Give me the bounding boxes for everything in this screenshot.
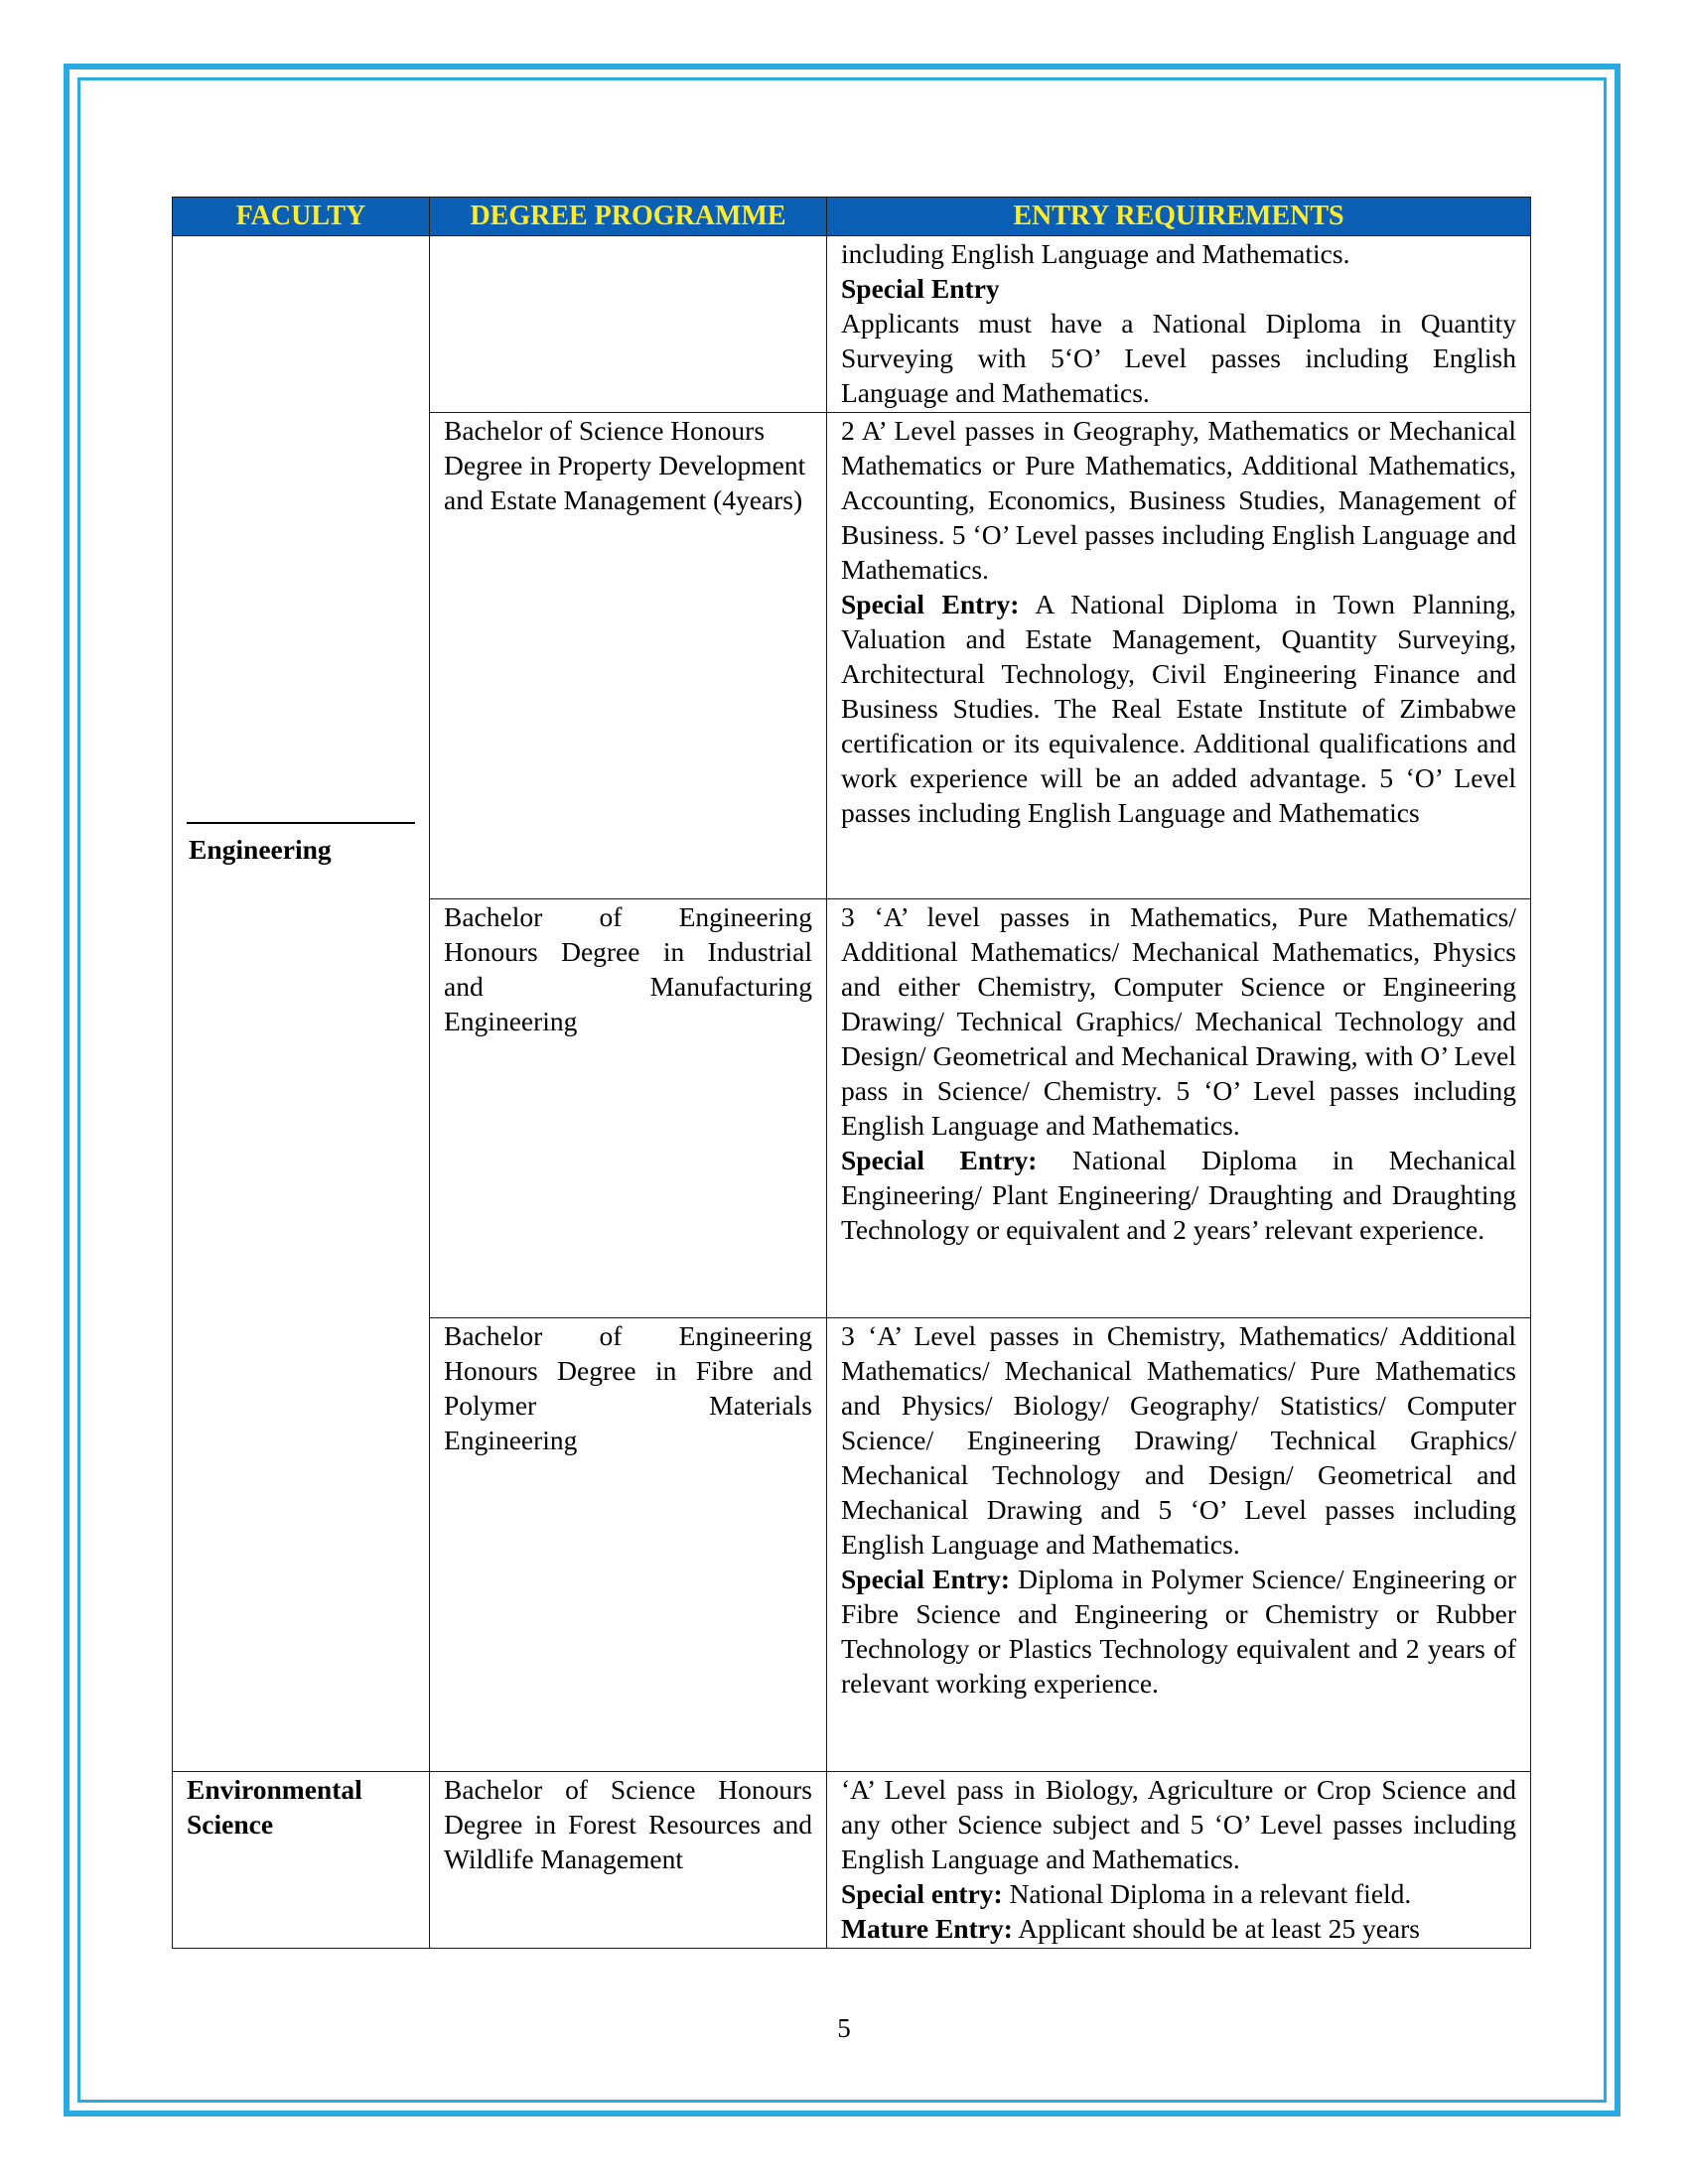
- requirement-text: 2 A’ Level passes in Geography, Mathematics or Mechanical Mathematics or Pure Mathematics, Additional Mathematics, Accounting, Economics, Business Studies, Management of Business. 5 ‘O’ Level passes including English Language and Mathematics.: [841, 415, 1516, 585]
- special-entry-text: National Diploma in a relevant field.: [1002, 1878, 1412, 1909]
- faculty-label-line1: Environmental: [187, 1774, 362, 1805]
- special-entry-text: Applicants must have a National Diploma in Quantity Surveying with 5‘O’ Level passes including English Language and Mathematics.: [841, 308, 1516, 408]
- programme-line: Honours Degree in Fibre and: [444, 1355, 812, 1386]
- programme-line: Engineering: [444, 1425, 578, 1455]
- page-number: 5: [837, 2013, 851, 2043]
- special-entry-text: A National Diploma in Town Planning, Valuation and Estate Management, Quantity Surveying, Architectural Technology, Civil Engineering Finance and Business Studies. The Real Estate Institute of Zimbabwe certification or its equivalence. Additional qualifications and work experience will be an added advantage. 5 ‘O’ Level passes including English Language and Mathematics: [841, 589, 1516, 828]
- programme-cell: [430, 1318, 827, 1772]
- faculty-label-line2: Science: [187, 1809, 274, 1840]
- special-entry-heading: Special Entry:: [841, 1564, 1011, 1594]
- header-degree-programme: DEGREE PROGRAMME: [430, 198, 827, 236]
- requirements-cell: [827, 236, 1531, 413]
- mature-entry-text: Applicant should be at least 25 years: [1012, 1913, 1420, 1944]
- special-entry-text: Diploma in Polymer Science/ Engineering or Fibre Science and Engineering or Chemistry or Rubber Technology or Plastics Technology equivalent and 2 years of relevant working experience.: [841, 1564, 1516, 1699]
- header-entry-requirements: ENTRY REQUIREMENTS: [827, 198, 1531, 236]
- programme-cell: [430, 899, 827, 1318]
- special-entry-heading: Special Entry: [841, 273, 1000, 304]
- requirement-text: 3 ‘A’ Level passes in Chemistry, Mathematics/ Additional Mathematics/ Mechanical Mathematics/ Pure Mathematics and Physics/ Biology/ Geography/ Statistics/ Computer Science/ Engineering Drawing/ Technical Graphics/ Mechanical Technology and Design/ Geometrical and Mechanical Drawing and 5 ‘O’ Level passes including English Language and Mathematics.: [841, 1320, 1516, 1560]
- programme-line: Bachelor of Engineering: [444, 901, 812, 932]
- faculty-divider-line: [187, 822, 415, 824]
- requirements-cell: [827, 1318, 1531, 1772]
- faculty-cell-engineering: [173, 236, 430, 1772]
- requirements-cell: [827, 413, 1531, 899]
- table-header-row: [173, 198, 1531, 236]
- special-entry-heading: Special entry:: [841, 1878, 1003, 1909]
- faculty-label: Engineering: [189, 834, 332, 865]
- special-entry-heading: Special Entry:: [841, 1145, 1038, 1175]
- programme-cell: Bachelor of Science Honours Degree in Forest Resources and Wildlife Management: [430, 1772, 827, 1949]
- requirements-cell: [827, 899, 1531, 1318]
- programme-line: and Manufacturing: [444, 971, 812, 1002]
- faculty-cell-environmental-science: [173, 1772, 430, 1949]
- programme-line: Bachelor of Engineering: [444, 1320, 812, 1351]
- requirement-text: ‘A’ Level pass in Biology, Agriculture or Crop Science and any other Science subject and 5 ‘O’ Level passes including English Language and Mathematics.: [841, 1774, 1516, 1874]
- programme-line: Engineering: [444, 1006, 578, 1036]
- mature-entry-heading: Mature Entry:: [841, 1913, 1013, 1944]
- table-row: [173, 1772, 1531, 1949]
- programme-line: Honours Degree in Industrial: [444, 936, 812, 967]
- special-entry-text: National Diploma in Mechanical Engineering/ Plant Engineering/ Draughting and Draughting Technology or equivalent and 2 years’ relevant experience.: [841, 1145, 1516, 1245]
- programme-cell: [430, 236, 827, 413]
- special-entry-heading: Special Entry:: [841, 589, 1020, 619]
- entry-requirements-table: [172, 197, 1531, 1949]
- header-faculty: FACULTY: [173, 198, 430, 236]
- requirements-cell: [827, 1772, 1531, 1949]
- requirement-text: including English Language and Mathematics.: [841, 238, 1350, 269]
- programme-cell: Bachelor of Science Honours Degree in Property Development and Estate Management (4years): [430, 413, 827, 899]
- requirement-text: 3 ‘A’ level passes in Mathematics, Pure Mathematics/ Additional Mathematics/ Mechanical Mathematics, Physics and either Chemistry, Computer Science or Engineering Drawing/ Technical Graphics/ Mechanical Technology and Design/ Geometrical and Mechanical Drawing, with O’ Level pass in Science/ Chemistry. 5 ‘O’ Level passes including English Language and Mathematics.: [841, 901, 1516, 1141]
- table-row: [173, 236, 1531, 413]
- programme-line: Polymer Materials: [444, 1390, 812, 1421]
